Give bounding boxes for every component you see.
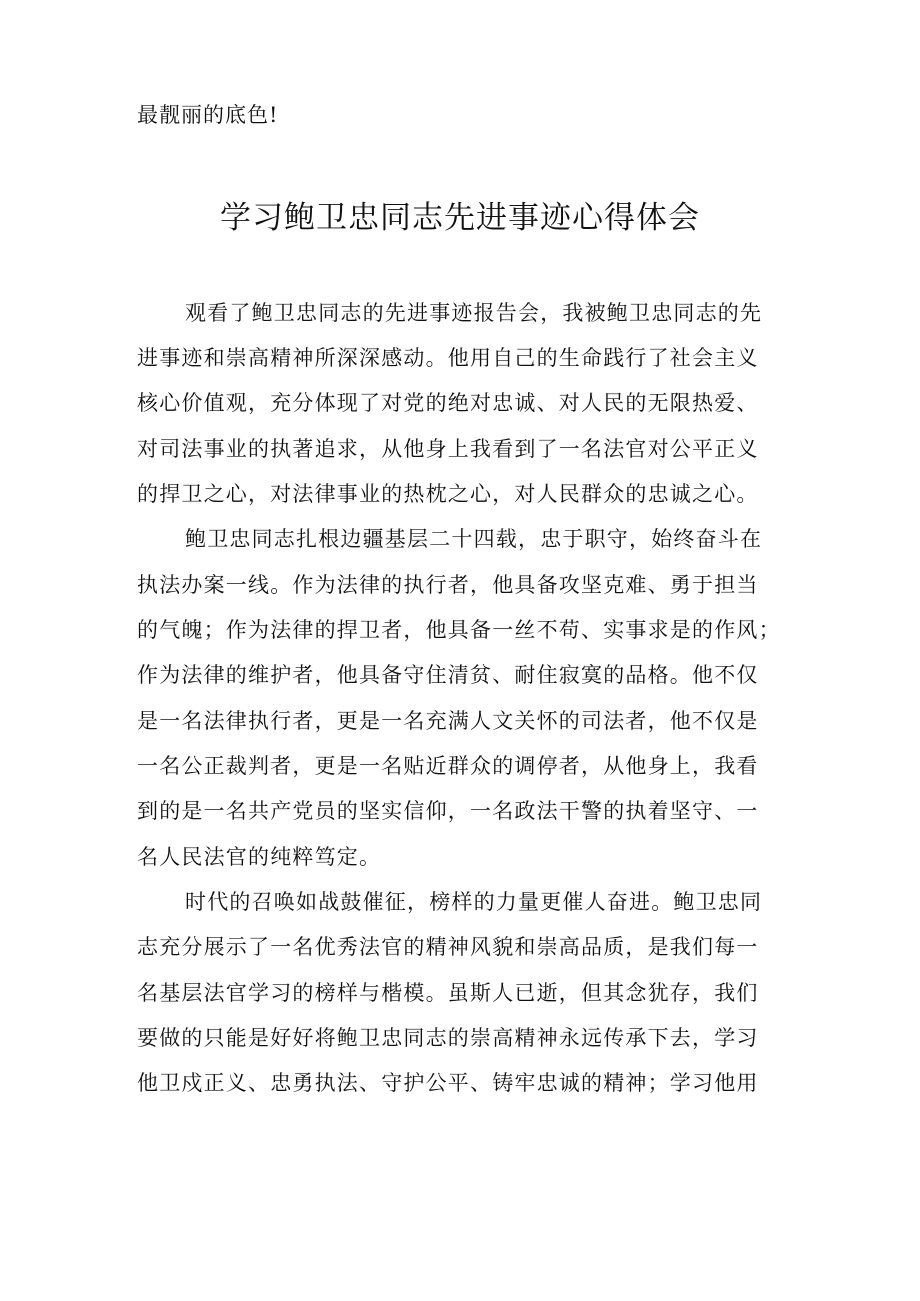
paragraph-line: 的捍卫之心，对法律事业的热枕之心，对人民群众的忠诚之心。 [137, 482, 759, 506]
paragraph-line: 进事迹和崇高精神所深深感动。他用自己的生命践行了社会主义 [137, 346, 759, 370]
paragraph-line: 他卫戍正义、忠勇执法、守护公平、铸牢忠诚的精神；学习他用 [137, 1071, 759, 1095]
paragraph-line: 鲍卫忠同志扎根边疆基层二十四载，忠于职守，始终奋斗在 [185, 527, 763, 551]
paragraph-line: 观看了鲍卫忠同志的先进事迹报告会，我被鲍卫忠同志的先 [185, 301, 763, 325]
paragraph-line: 作为法律的维护者，他具备守住清贫、耐住寂寞的品格。他不仅 [137, 663, 759, 687]
paragraph-line: 志充分展示了一名优秀法官的精神风貌和崇高品质，是我们每一 [137, 935, 759, 959]
document-title: 学习鲍卫忠同志先进事迹心得体会 [220, 200, 700, 236]
paragraph-line: 的气魄；作为法律的捍卫者，他具备一丝不苟、实事求是的作风； [137, 618, 781, 642]
paragraph-line: 是一名法律执行者，更是一名充满人文关怀的司法者，他不仅是 [137, 709, 759, 733]
paragraph-line: 核心价值观，充分体现了对党的绝对忠诚、对人民的无限热爱、 [137, 391, 759, 415]
paragraph-line: 一名公正裁判者，更是一名贴近群众的调停者，从他身上，我看 [137, 754, 759, 778]
paragraph-line: 名基层法官学习的榜样与楷模。虽斯人已逝，但其念犹存，我们 [137, 981, 759, 1005]
paragraph-line: 到的是一名共产党员的坚实信仰，一名政法干警的执着坚守、一 [137, 799, 759, 823]
paragraph-line: 名人民法官的纯粹笃定。 [137, 845, 382, 869]
paragraph-line: 执法办案一线。作为法律的执行者，他具备攻坚克难、勇于担当 [137, 573, 759, 597]
paragraph-line: 对司法事业的执著追求，从他身上我看到了一名法官对公平正义 [137, 437, 759, 461]
paragraph-line: 要做的只能是好好将鲍卫忠同志的崇高精神永远传承下去，学习 [137, 1026, 759, 1050]
previous-paragraph-end: 最靓丽的底色! [137, 103, 279, 127]
paragraph-line: 时代的召唤如战鼓催征，榜样的力量更催人奋进。鲍卫忠同 [185, 890, 763, 914]
